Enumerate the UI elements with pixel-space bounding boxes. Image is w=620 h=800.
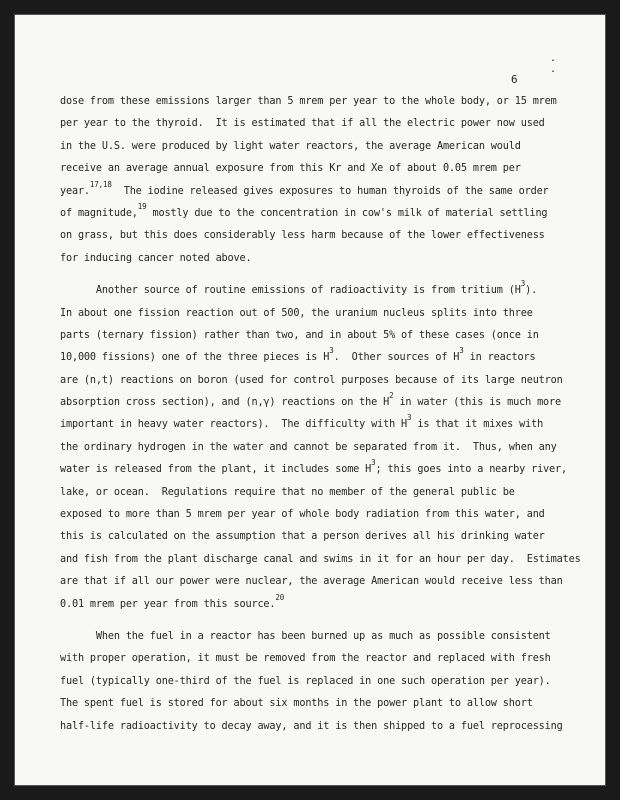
superscript: 3 [520, 279, 526, 289]
superscript: 2 [389, 391, 394, 401]
text-line: are (n,t) reactions on boron (used for control purposes because of its large neutron [60, 374, 563, 386]
text-line [60, 414, 580, 436]
text-line [60, 347, 580, 369]
text-line: receive an average annual exposure from this Kr and Xe of about 0.05 mrem per [60, 163, 521, 175]
text-segment: water is released from the plant, it includes some H [60, 464, 372, 476]
text-segment: important in heavy water reactors). The difficulty with H [60, 419, 408, 431]
text-segment: mostly due to the concentration in cow's milk of material settling [146, 207, 548, 219]
text-segment: 0.01 mrem per year from this source. [60, 598, 276, 610]
text-segment: absorption cross section), and (n,γ) reactions on the H [60, 397, 390, 409]
text-line: lake, or ocean. Regulations require that no member of the general public be [60, 486, 515, 498]
text-line: with proper operation, it must be removed from the reactor and replaced with fresh [60, 653, 551, 665]
text-line [60, 270, 580, 280]
body-text [60, 91, 580, 738]
text-line: dose from these emissions larger than 5 mrem per year to the whole body, or 15 mrem [60, 96, 557, 107]
text-segment: in water (this is much more [393, 397, 562, 409]
document-page [14, 14, 606, 786]
text-line: parts (ternary fission) rather than two, and in about 5% of these cases (once in [60, 329, 539, 341]
text-segment: in reactors [463, 352, 536, 364]
text-line: fuel (typically one-third of the fuel is replaced in one such operation per year). [60, 675, 551, 687]
superscript: 17,18 [89, 179, 112, 189]
text-segment: of magnitude, [60, 207, 138, 219]
text-segment: Another source of routine emissions of radioactivity is from tritium (H [60, 285, 521, 297]
text-line [60, 280, 580, 302]
text-segment: 10,000 fissions) one of the three pieces is H [60, 352, 330, 364]
superscript: 19 [137, 201, 147, 211]
corner-marks: . . [550, 53, 585, 75]
text-line: When the fuel in a reactor has been burned up as much as possible consistent [60, 630, 551, 642]
superscript: 3 [459, 346, 464, 356]
text-line: exposed to more than 5 mrem per year of whole body radiation from this water, and [60, 509, 545, 521]
text-line [60, 203, 580, 225]
text-line: the ordinary hydrogen in the water and cannot be separated from it. Thus, when any [60, 441, 557, 453]
superscript: 20 [275, 592, 285, 602]
text-line [60, 181, 580, 203]
text-line: In about one fission reaction out of 500, the uranium nucleus splits into three [60, 307, 533, 319]
text-line [60, 459, 580, 481]
text-line: The spent fuel is stored for about six months in the power plant to allow short [60, 698, 533, 710]
text-line [60, 616, 580, 626]
page-number: 6 [511, 73, 518, 86]
text-line: and fish from the plant discharge canal and swims in it for an hour per day. Estimates [60, 553, 581, 565]
superscript: 3 [371, 458, 376, 468]
text-segment: ). [525, 285, 538, 297]
text-segment: is that it mixes with [411, 419, 544, 431]
text-line [60, 392, 580, 414]
text-line: are that if all our power were nuclear, the average American would receive less than [60, 576, 563, 588]
text-line: half-life radioactivity to decay away, and it is then shipped to a fuel reprocessing [60, 720, 563, 732]
text-line: in the U.S. were produced by light water reactors, the average American would [60, 140, 521, 152]
text-segment: year. [60, 185, 90, 197]
text-line [60, 594, 580, 616]
text-line: per year to the thyroid. It is estimated that if all the electric power now used [60, 118, 545, 130]
superscript: 3 [407, 413, 412, 423]
text-segment: ; this goes into a nearby river, [375, 464, 567, 476]
text-line: this is calculated on the assumption that a person derives all his drinking water [60, 531, 545, 543]
text-line: on grass, but this does considerably less harm because of the lower effectiveness [60, 230, 545, 242]
text-segment: . Other sources of H [333, 352, 460, 364]
text-segment: The iodine released gives exposures to human thyroids of the same order [111, 185, 549, 197]
superscript: 3 [329, 346, 334, 356]
text-line: for inducing cancer noted above. [60, 252, 252, 264]
